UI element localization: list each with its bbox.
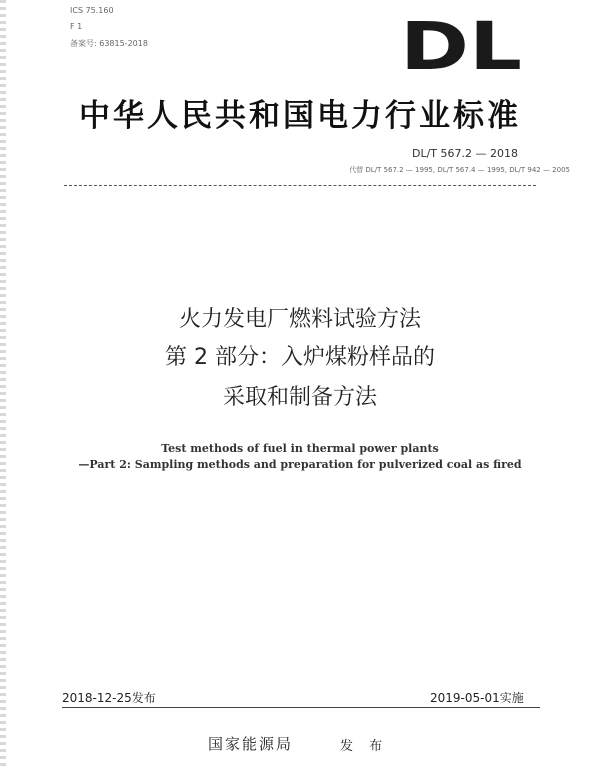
title-en-line-1: Test methods of fuel in thermal power plants xyxy=(161,442,439,455)
standard-number: DL/T 567.2 — 2018 xyxy=(412,147,518,160)
bottom-divider xyxy=(62,707,540,708)
standard-heading: 中华人民共和国电力行业标准 xyxy=(79,98,521,134)
replaces-note: 代替 DL/T 567.2 — 1995, DL/T 567.4 — 1995, DL/T 942 — 2005 xyxy=(349,166,570,174)
dl-logo-text: DL xyxy=(400,14,522,76)
issuer-name: 国家能源局 xyxy=(208,735,294,753)
issue-date: 2018-12-25发布 xyxy=(62,691,156,705)
top-divider xyxy=(64,185,536,186)
classification-code: F 1 xyxy=(70,22,83,31)
implementation-date: 2019-05-01实施 xyxy=(430,691,524,705)
title-zh-line-2: 第 2 部分：入炉煤粉样品的 xyxy=(165,345,435,370)
ics-code: ICS 75.160 xyxy=(70,6,114,15)
title-en-line-2: —Part 2: Sampling methods and preparation for pulverized coal as fired xyxy=(78,458,522,471)
registration-number: 备案号: 63815-2018 xyxy=(70,39,148,48)
title-zh-line-3: 采取和制备方法 xyxy=(222,385,377,410)
dl-logo xyxy=(398,14,524,76)
title-zh-line-1: 火力发电厂燃料试验方法 xyxy=(178,307,421,332)
issuer-action: 发 布 xyxy=(340,739,389,754)
